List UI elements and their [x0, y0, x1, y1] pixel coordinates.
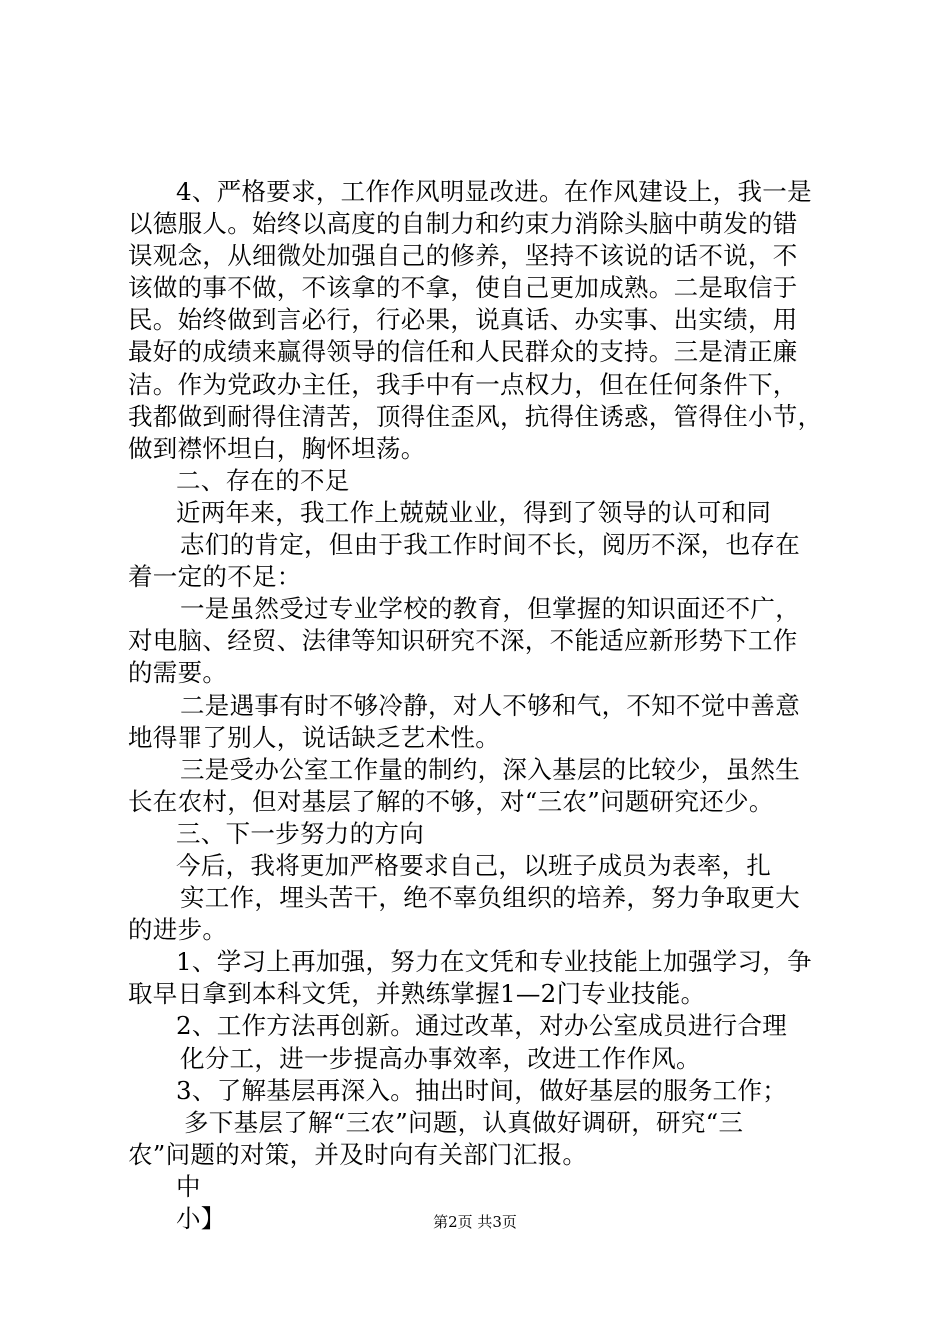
text-line: 我都做到耐得住清苦，顶得住歪风，抗得住诱惑，管得住小节， — [128, 401, 823, 431]
text-line: 洁。作为党政办主任，我手中有一点权力，但在任何条件下， — [128, 369, 798, 399]
text-line: 取早日拿到本科文凭，并熟练掌握1—2门专业技能。 — [128, 979, 706, 1009]
text-line: 民。始终做到言必行，行必果，说真话、办实事、出实绩，用 — [128, 305, 798, 335]
document-body — [128, 176, 848, 1235]
text-line: 今后，我将更加严格要求自己，以班子成员为表率，扎 — [176, 850, 772, 880]
text-line: 最好的成绩来赢得领导的信任和人民群众的支持。三是清正廉 — [128, 337, 798, 367]
text-line: 4、严格要求，工作作风明显改进。在作风建设上，我一是 — [176, 177, 812, 206]
text-line: 1、学习上再加强，努力在文凭和专业技能上加强学习，争 — [176, 947, 812, 977]
text-line: 2、工作方法再创新。通过改革，对办公室成员进行合理 — [176, 1011, 788, 1041]
text-line: 农”问题的对策，并及时向有关部门汇报。 — [128, 1139, 588, 1169]
section-heading: 三、下一步努力的方向 — [176, 818, 424, 848]
text-line: 对电脑、经贸、法律等知识研究不深，不能适应新形势下工作 — [128, 626, 798, 656]
text-line: 该做的事不做，不该拿的不拿，使自己更加成熟。二是取信于 — [128, 273, 798, 303]
text-line: 多下基层了解“三农”问题，认真做好调研，研究“三 — [184, 1107, 744, 1137]
text-line: 小】 — [176, 1204, 226, 1233]
text-line: 地得罪了别人，说话缺乏艺术性。 — [128, 722, 500, 752]
text-line: 3、了解基层再深入。抽出时间，做好基层的服务工作； — [176, 1075, 788, 1105]
text-line: 的需要。 — [128, 658, 228, 688]
text-line: 的进步。 — [128, 915, 228, 945]
text-line: 中 — [176, 1171, 201, 1201]
text-line: 化分工，进一步提高办事效率，改进工作作风。 — [180, 1043, 701, 1073]
text-line: 实工作，埋头苦干，绝不辜负组织的培养，努力争取更大 — [180, 883, 800, 913]
text-line: 二是遇事有时不够冷静，对人不够和气，不知不觉中善意 — [180, 690, 800, 720]
text-line: 三是受办公室工作量的制约，深入基层的比较少，虽然生 — [180, 754, 800, 784]
text-line: 一是虽然受过专业学校的教育，但掌握的知识面还不广， — [180, 594, 800, 624]
text-line: 近两年来，我工作上兢兢业业，得到了领导的认可和同 — [176, 497, 772, 527]
text-line: 着一定的不足： — [128, 562, 302, 592]
section-heading: 二、存在的不足 — [176, 465, 350, 495]
text-line: 以德服人。始终以高度的自制力和约束力消除头脑中萌发的错 — [128, 209, 798, 239]
page-number-footer: 第2页 共3页 — [433, 1213, 517, 1231]
text-line: 长在农村，但对基层了解的不够，对“三农”问题研究还少。 — [128, 786, 774, 816]
text-line: 做到襟怀坦白，胸怀坦荡。 — [128, 433, 426, 463]
text-line: 志们的肯定，但由于我工作时间不长，阅历不深，也存在 — [180, 530, 800, 560]
text-line: 误观念，从细微处加强自己的修养，坚持不该说的话不说，不 — [128, 241, 798, 271]
